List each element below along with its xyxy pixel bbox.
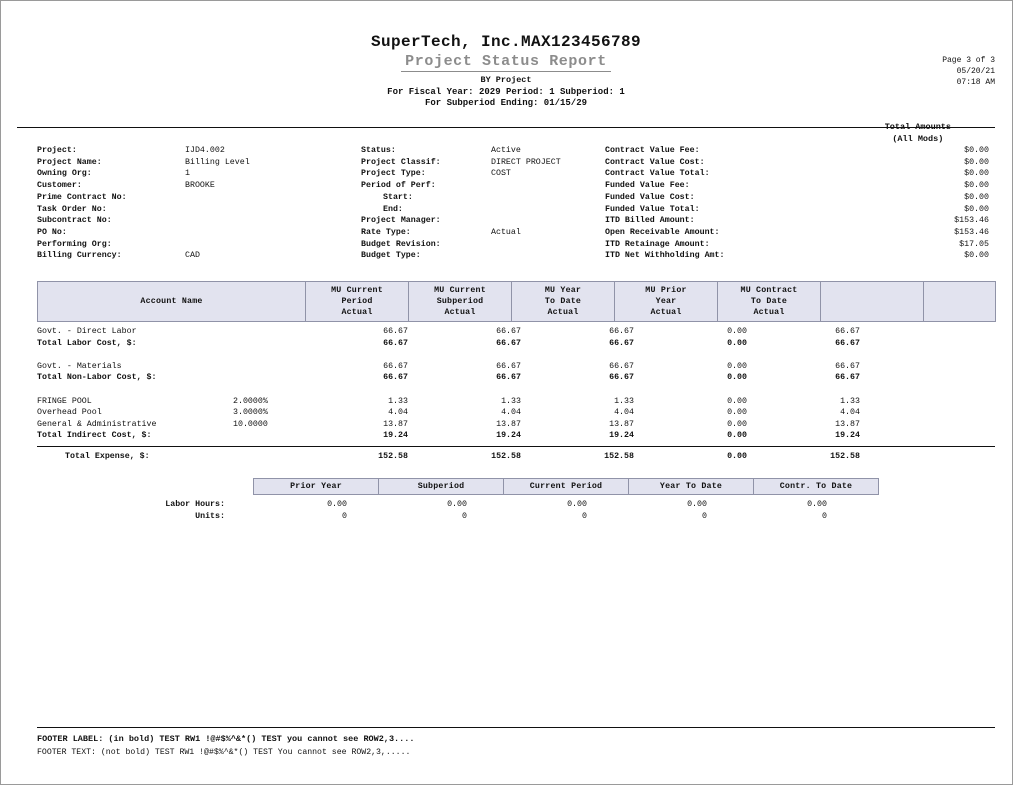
account-name: Govt. - Materials (37, 361, 122, 371)
total-expense-rate (233, 451, 305, 463)
info-label: Start: (383, 192, 413, 202)
info-value: DIRECT PROJECT (491, 157, 561, 167)
info-field (37, 204, 347, 216)
info-field (361, 250, 611, 262)
cell-current-period: 66.67 (383, 338, 408, 348)
column-header-mu-year-to-date-actual (512, 282, 615, 322)
header-line: Actual (547, 308, 579, 317)
cell-year-to-date: 66.67 (609, 327, 634, 336)
cell-current-period: 152.58 (378, 451, 408, 461)
info-field (361, 157, 611, 169)
cell-year-to-date: 0 (702, 511, 707, 521)
account-rate (233, 326, 305, 338)
cell-current-subperiod: 13.87 (496, 419, 521, 429)
fiscal-period-line: For Fiscal Year: 2029 Period: 1 Subperiod: 1 (387, 87, 625, 97)
account-name: FRINGE POOL (37, 396, 92, 406)
info-field (605, 168, 995, 180)
column-header-subperiod: Subperiod (379, 479, 504, 495)
header-line: Year (655, 297, 677, 306)
cell-prior-year: 0.00 (727, 408, 747, 418)
info-field (605, 145, 995, 157)
info-label: Rate Type: (361, 227, 411, 237)
column-header-mu-prior-year-actual (615, 282, 718, 322)
cell-year-to-date: 4.04 (614, 408, 634, 418)
account-name: Overhead Pool (37, 408, 102, 418)
info-label: PO No: (37, 227, 67, 237)
report-header (17, 33, 995, 121)
account-rate: 2.0000% (233, 396, 268, 406)
column-header-account-name: Account Name (38, 282, 306, 322)
column-header-mu-current-period-actual (306, 282, 409, 322)
header-line: MU Contract (740, 286, 798, 295)
info-value: BROOKE (185, 181, 215, 191)
hours-units-table (37, 478, 995, 522)
info-label: Budget Type: (361, 251, 421, 261)
table-row (37, 407, 995, 419)
cell-current-period: 1.33 (388, 396, 408, 406)
account-table-header (37, 281, 996, 322)
info-label: Period of Perf: (361, 181, 436, 191)
page-title: Project Status Report (401, 53, 611, 72)
cell-contract-to-date: 4.04 (840, 408, 860, 418)
cell-year-to-date: 1.33 (614, 396, 634, 406)
report-subtitle: BY Project (480, 75, 532, 85)
info-field (605, 250, 995, 262)
account-rate: 3.0000% (233, 408, 268, 418)
cell-subperiod: 0.00 (447, 500, 467, 509)
info-value: $153.46 (954, 227, 989, 237)
info-value: $0.00 (964, 146, 989, 155)
info-label: Open Receivable Amount: (605, 227, 720, 237)
page-number: Page 3 of 3 (942, 56, 995, 65)
row-spacer (37, 384, 995, 396)
info-label: ITD Retainage Amount: (605, 239, 710, 249)
account-rate (233, 361, 305, 373)
cell-current-period: 0 (582, 511, 587, 521)
table-row (37, 419, 995, 431)
cell-year-to-date: 0.00 (687, 500, 707, 509)
table-row (37, 430, 995, 442)
info-value: CAD (185, 251, 200, 261)
account-table-body (37, 326, 995, 463)
units-label: Units: (195, 511, 225, 521)
column-header-current-period: Current Period (504, 479, 629, 495)
cell-current-period: 13.87 (383, 419, 408, 429)
table-row (37, 326, 995, 338)
info-label: Funded Value Cost: (605, 192, 695, 202)
cell-contr-to-date: 0 (822, 511, 827, 521)
info-label: Prime Contract No: (37, 192, 127, 202)
info-field (605, 204, 995, 216)
table-row (37, 499, 995, 511)
table-row (37, 361, 995, 373)
info-field (605, 239, 995, 251)
cell-current-subperiod: 66.67 (496, 338, 521, 348)
account-name: Govt. - Direct Labor (37, 327, 137, 336)
cell-prior-year: 0.00 (727, 373, 747, 383)
header-line: MU Year (544, 286, 582, 295)
table-row (37, 372, 995, 384)
cell-year-to-date: 152.58 (604, 451, 634, 461)
header-divider (17, 127, 995, 128)
header-line: To Date (544, 297, 582, 306)
info-field (361, 192, 611, 204)
info-label: Customer: (37, 181, 82, 191)
cell-contract-to-date: 66.67 (835, 373, 860, 383)
total-expense-row (37, 446, 995, 463)
header-line: To Date (750, 297, 788, 306)
cell-prior-year: 0 (342, 511, 347, 521)
cell-current-subperiod: 66.67 (496, 361, 521, 371)
total-amounts-line2: (All Mods) (892, 134, 944, 144)
cell-contract-to-date: 1.33 (840, 396, 860, 406)
info-field (37, 192, 347, 204)
cell-prior-year: 0.00 (727, 396, 747, 406)
account-name: Total Indirect Cost, $: (37, 431, 152, 441)
info-value: Billing Level (185, 157, 250, 167)
info-label: Subcontract No: (37, 216, 112, 226)
total-amounts-line1: Total Amounts (884, 122, 951, 132)
header-line: Period (341, 297, 373, 306)
info-field (37, 250, 347, 262)
column-header-mu-contract-to-date-actual (718, 282, 821, 322)
info-value: $0.00 (964, 181, 989, 191)
header-line: MU Current (331, 286, 383, 295)
info-field (37, 145, 347, 157)
subperiod-ending-line: For Subperiod Ending: 01/15/29 (424, 98, 588, 108)
info-column-2 (361, 145, 611, 262)
info-column-3 (605, 145, 995, 262)
info-value: $0.00 (964, 204, 989, 214)
info-field (37, 227, 347, 239)
info-value: $0.00 (964, 251, 989, 261)
cell-contract-to-date: 66.67 (835, 327, 860, 336)
info-column-1 (37, 145, 347, 262)
cell-current-subperiod: 1.33 (501, 396, 521, 406)
hours-table-header (253, 478, 879, 495)
info-label: Project Manager: (361, 216, 441, 226)
info-value: $17.05 (959, 239, 989, 249)
info-label: Funded Value Total: (605, 204, 700, 214)
company-name: SuperTech, Inc.MAX123456789 (370, 33, 642, 51)
report-footer (37, 727, 995, 759)
info-label: Billing Currency: (37, 251, 122, 261)
total-expense-label: Total Expense, $: (65, 451, 150, 461)
info-field (605, 215, 995, 227)
cell-current-subperiod: 66.67 (496, 373, 521, 383)
info-field (361, 145, 611, 157)
column-header-blank-2 (924, 282, 996, 322)
info-label: Project Type: (361, 169, 426, 179)
info-value: $0.00 (964, 192, 989, 202)
table-row (37, 511, 995, 523)
info-label: ITD Billed Amount: (605, 216, 695, 226)
cell-contract-to-date: 66.67 (835, 361, 860, 371)
cell-subperiod: 0 (462, 511, 467, 521)
account-name: Total Non-Labor Cost, $: (37, 373, 157, 383)
info-label: End: (383, 204, 403, 214)
column-header-prior-year: Prior Year (254, 479, 379, 495)
header-line: Subperiod (436, 297, 484, 306)
report-date: 05/20/21 (956, 67, 995, 76)
info-field (361, 215, 611, 227)
info-field (361, 168, 611, 180)
info-label: Contract Value Total: (605, 169, 710, 179)
header-line: Actual (444, 308, 476, 317)
cell-current-subperiod: 152.58 (491, 451, 521, 461)
cell-current-subperiod: 4.04 (501, 408, 521, 418)
cell-year-to-date: 13.87 (609, 419, 634, 429)
info-field (605, 192, 995, 204)
info-value: Actual (491, 227, 521, 237)
row-spacer (37, 349, 995, 361)
cell-contract-to-date: 66.67 (835, 338, 860, 348)
footer-label: FOOTER LABEL: (in bold) TEST RW1 !@#$%^&*() TEST you cannot see ROW2,3.... (37, 734, 415, 744)
footer-text: FOOTER TEXT: (not bold) TEST RW1 !@#$%^&*() TEST You cannot see ROW2,3,..... (37, 748, 411, 757)
table-row (37, 338, 995, 350)
cell-year-to-date: 66.67 (609, 338, 634, 348)
info-field (37, 180, 347, 192)
cell-current-period: 66.67 (383, 361, 408, 371)
info-label: Project: (37, 146, 77, 155)
info-label: Budget Revision: (361, 239, 441, 249)
column-header-year-to-date: Year To Date (629, 479, 754, 495)
info-field (605, 227, 995, 239)
info-label: Owning Org: (37, 169, 92, 179)
info-field (605, 180, 995, 192)
cell-current-period: 0.00 (567, 500, 587, 509)
header-line: MU Prior (645, 286, 687, 295)
info-field (37, 168, 347, 180)
cell-current-subperiod: 66.67 (496, 327, 521, 336)
cell-current-period: 19.24 (383, 431, 408, 441)
account-rate (233, 338, 305, 350)
info-field (361, 239, 611, 251)
info-field (37, 239, 347, 251)
info-label: Project Classif: (361, 157, 441, 167)
info-field (605, 157, 995, 169)
cell-current-period: 4.04 (388, 408, 408, 418)
cell-prior-year: 0.00 (727, 338, 747, 348)
account-name: General & Administrative (37, 419, 157, 429)
cell-prior-year: 0.00 (727, 451, 747, 461)
cell-current-period: 66.67 (383, 327, 408, 336)
info-label: Contract Value Fee: (605, 146, 700, 155)
cell-prior-year: 0.00 (327, 500, 347, 509)
cell-prior-year: 0.00 (727, 327, 747, 336)
header-meta (942, 55, 995, 88)
cell-prior-year: 0.00 (727, 361, 747, 371)
cell-prior-year: 0.00 (727, 419, 747, 429)
info-value: IJD4.002 (185, 146, 225, 155)
info-value: Active (491, 146, 521, 155)
info-field (361, 227, 611, 239)
cell-contract-to-date: 19.24 (835, 431, 860, 441)
info-label: Project Name: (37, 157, 102, 167)
cell-contr-to-date: 0.00 (807, 500, 827, 509)
info-field (37, 157, 347, 169)
account-rate (233, 430, 305, 442)
cell-current-subperiod: 19.24 (496, 431, 521, 441)
cell-year-to-date: 66.67 (609, 373, 634, 383)
total-amounts-caption (885, 121, 951, 145)
info-field (361, 180, 611, 192)
info-value: 1 (185, 169, 190, 179)
info-label: ITD Net Withholding Amt: (605, 251, 725, 261)
cell-year-to-date: 19.24 (609, 431, 634, 441)
info-value: $153.46 (954, 216, 989, 226)
header-line: Actual (341, 308, 373, 317)
info-field (37, 215, 347, 227)
cell-prior-year: 0.00 (727, 431, 747, 441)
report-time: 07:18 AM (956, 78, 995, 87)
info-label: Contract Value Cost: (605, 157, 705, 167)
info-label: Task Order No: (37, 204, 107, 214)
info-value: $0.00 (964, 157, 989, 167)
labor-hours-label: Labor Hours: (165, 500, 225, 509)
account-rate (233, 372, 305, 384)
cell-year-to-date: 66.67 (609, 361, 634, 371)
cell-contract-to-date: 152.58 (830, 451, 860, 461)
column-header-contr-to-date: Contr. To Date (754, 479, 879, 495)
info-label: Performing Org: (37, 239, 112, 249)
info-label: Funded Value Fee: (605, 181, 690, 191)
column-header-blank-1 (821, 282, 924, 322)
footer-divider (37, 727, 995, 728)
info-value: COST (491, 169, 511, 179)
cell-contract-to-date: 13.87 (835, 419, 860, 429)
account-rate: 10.0000 (233, 419, 268, 429)
account-name: Total Labor Cost, $: (37, 338, 137, 348)
column-header-mu-current-subperiod-actual (409, 282, 512, 322)
header-line: MU Current (434, 286, 486, 295)
info-field (361, 204, 611, 216)
header-line: Actual (650, 308, 682, 317)
account-cost-table (37, 281, 995, 463)
table-row (37, 396, 995, 408)
info-label: Status: (361, 146, 396, 155)
cell-current-period: 66.67 (383, 373, 408, 383)
header-line: Actual (753, 308, 785, 317)
info-value: $0.00 (964, 169, 989, 179)
